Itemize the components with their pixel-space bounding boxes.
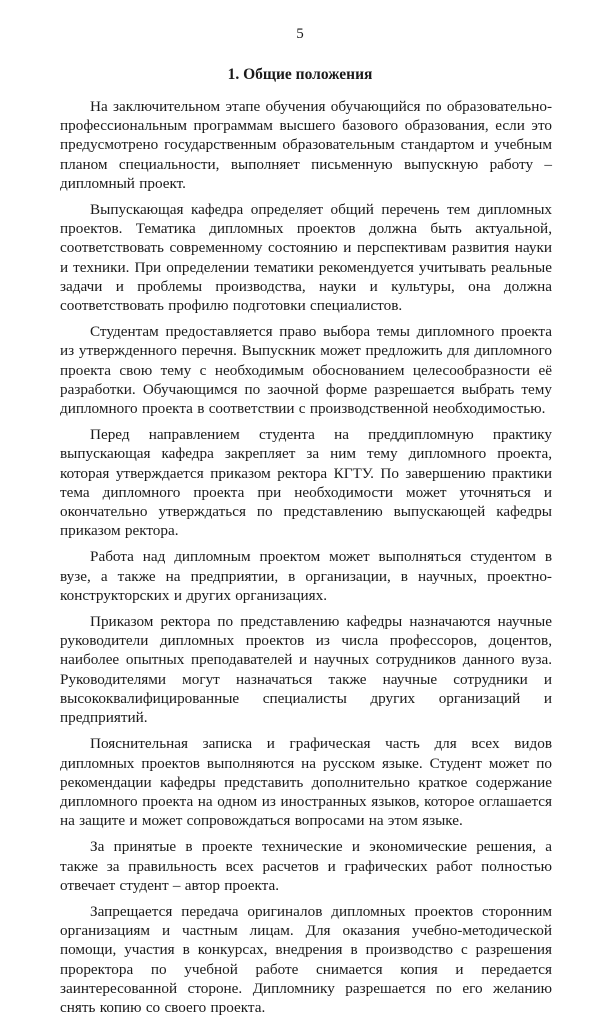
- body-text: [60, 97, 552, 1024]
- paragraph: Студентам предоставляется право выбора темы дипломного проекта из утвержденного перечня. Выпускник может предложить для дипломного проекта свою тему с необходимым обоснованием целесообразности её разработки. Обучающимся по заочной форме разрешается выбрать тему дипломного проекта в соответствии с производственной необходимостью.: [60, 323, 552, 418]
- paragraph: Запрещается передача оригиналов дипломных проектов сторонним организациям и частным лицам. Для оказания учебно-методической помощи, участия в конкурсах, внедрения в производство с разрешения проректора по учебной работе снимается копия и передается заинтересованной стороне. Дипломнику разрешается по его желанию снять копию со своего проекта.: [60, 902, 552, 1016]
- section-heading: 1. Общие положения: [227, 66, 373, 83]
- paragraph: Работа над дипломным проектом может выполняться студентом в вузе, а также на предприятии, в организации, в научных, проектно-конструкторских и других организациях.: [60, 548, 552, 604]
- paragraph: Перед направлением студента на преддипломную практику выпускающая кафедра закрепляет за ним тему дипломного проекта, которая утверждается приказом ректора КГТУ. По завершению практики тема дипломного проекта при необходимости может уточняться и окончательно утверждаться по представлению выпускающей кафедры приказом ректора.: [60, 426, 552, 540]
- page-number: 5: [296, 26, 304, 42]
- paragraph: Пояснительная записка и графическая часть для всех видов дипломных проектов выполняются на русском языке. Студент может по рекомендации кафедры представить дополнительно краткое содержание дипломного проекта на одном из иностранных языков, которое оглашается на защите и может сопровождаться вопросами на этом языке.: [60, 735, 552, 830]
- paragraph: За принятые в проекте технические и экономические решения, а также за правильность всех расчетов и графических работ полностью отвечает студент – автор проекта.: [60, 838, 552, 894]
- paragraph: На заключительном этапе обучения обучающийся по образовательно-профессиональным программам высшего базового образования, если это предусмотрено государственным образовательным стандартом и учебным планом специальности, выполняет письменную выпускную работу – дипломный проект.: [60, 98, 552, 192]
- paragraph: Выпускающая кафедра определяет общий перечень тем дипломных проектов. Тематика дипломных проектов должна быть актуальной, соответствовать современному состоянию и перспективам развития науки и техники. При определении тематики рекомендуется учитывать реальные задачи и проблемы производства, науки и культуры, она должна соответствовать профилю подготовки специалистов.: [60, 201, 552, 315]
- paragraph: Приказом ректора по представлению кафедры назначаются научные руководители дипломных проектов из числа профессоров, доцентов, наиболее опытных преподавателей и научных сотрудников данного вуза. Руководителями могут назначаться также научные сотрудники и высококвалифицированные специалисты других организаций и предприятий.: [60, 613, 552, 727]
